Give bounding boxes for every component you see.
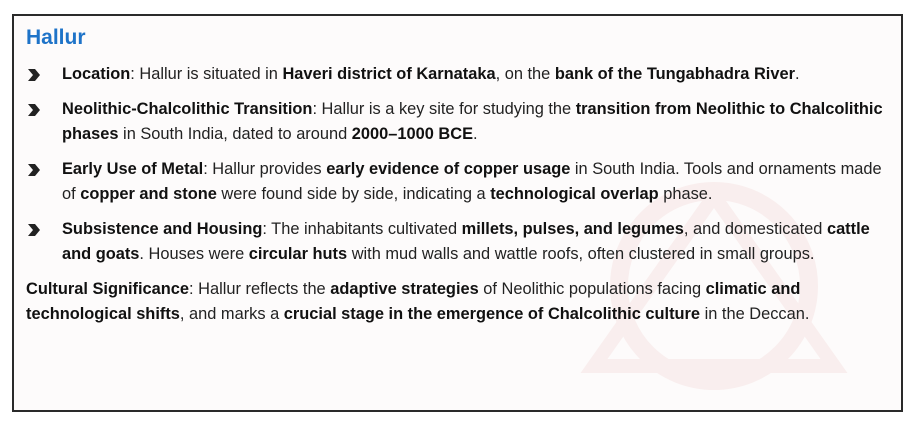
highlight-text: transition from Neolithic to Chalcolithic phases <box>62 100 883 143</box>
highlight-text: copper and stone <box>80 185 217 203</box>
item-term: Neolithic-Chalcolithic Transition <box>62 100 313 118</box>
list-item <box>24 97 891 147</box>
text-segment: , and domesticated <box>683 220 827 238</box>
highlight-text: crucial stage in the emergence of Chalcolithic culture <box>283 305 701 323</box>
text-segment: of Neolithic populations facing <box>478 280 706 298</box>
text-segment: , and marks a <box>179 305 284 323</box>
highlight-text: circular huts <box>248 245 348 263</box>
text-segment: with mud walls and wattle roofs, often clustered in small groups. <box>347 245 815 263</box>
chevron-right-icon <box>27 69 40 81</box>
list-item <box>24 157 891 207</box>
item-term: Location <box>62 65 131 83</box>
hallur-info-card <box>12 14 903 412</box>
chevron-right-icon <box>27 164 40 176</box>
text-segment: in South India, dated to around <box>118 125 352 143</box>
text-segment: , on the <box>495 65 555 83</box>
highlight-text: climatic and technological shifts <box>26 280 801 323</box>
list-item <box>24 217 891 267</box>
list-item <box>24 62 891 87</box>
text-segment: : Hallur is situated in <box>130 65 283 83</box>
chevron-right-icon <box>27 104 40 116</box>
highlight-text: early evidence of copper usage <box>326 160 571 178</box>
text-segment: : The inhabitants cultivated <box>262 220 462 238</box>
highlight-text: adaptive strategies <box>330 280 479 298</box>
item-term: Subsistence and Housing <box>62 220 263 238</box>
text-segment: : Hallur is a key site for studying the <box>312 100 576 118</box>
text-segment: were found side by side, indicating a <box>216 185 491 203</box>
cultural-significance-paragraph <box>26 277 891 327</box>
item-term: Early Use of Metal <box>62 160 204 178</box>
text-segment: : Hallur reflects the <box>189 280 331 298</box>
highlight-text: Haveri district of Karnataka <box>282 65 496 83</box>
text-segment: in the Deccan. <box>700 305 810 323</box>
chevron-right-icon <box>27 224 40 236</box>
bullet-list <box>24 62 891 267</box>
text-segment: phase. <box>658 185 713 203</box>
text-segment: : Hallur provides <box>203 160 327 178</box>
text-segment: . Houses were <box>139 245 249 263</box>
text-segment: . <box>794 65 800 83</box>
section-title: Hallur <box>26 26 86 49</box>
highlight-text: bank of the Tungabhadra River <box>554 65 795 83</box>
highlight-text: cattle and goats <box>62 220 870 263</box>
highlight-text: technological overlap <box>490 185 659 203</box>
highlight-text: 2000–1000 BCE <box>351 125 473 143</box>
card-content <box>24 24 891 327</box>
text-segment: . <box>473 125 478 143</box>
text-segment: in South India. Tools and ornaments made of <box>62 160 882 203</box>
highlight-text: millets, pulses, and legumes <box>461 220 684 238</box>
paragraph-term: Cultural Significance <box>26 280 190 298</box>
